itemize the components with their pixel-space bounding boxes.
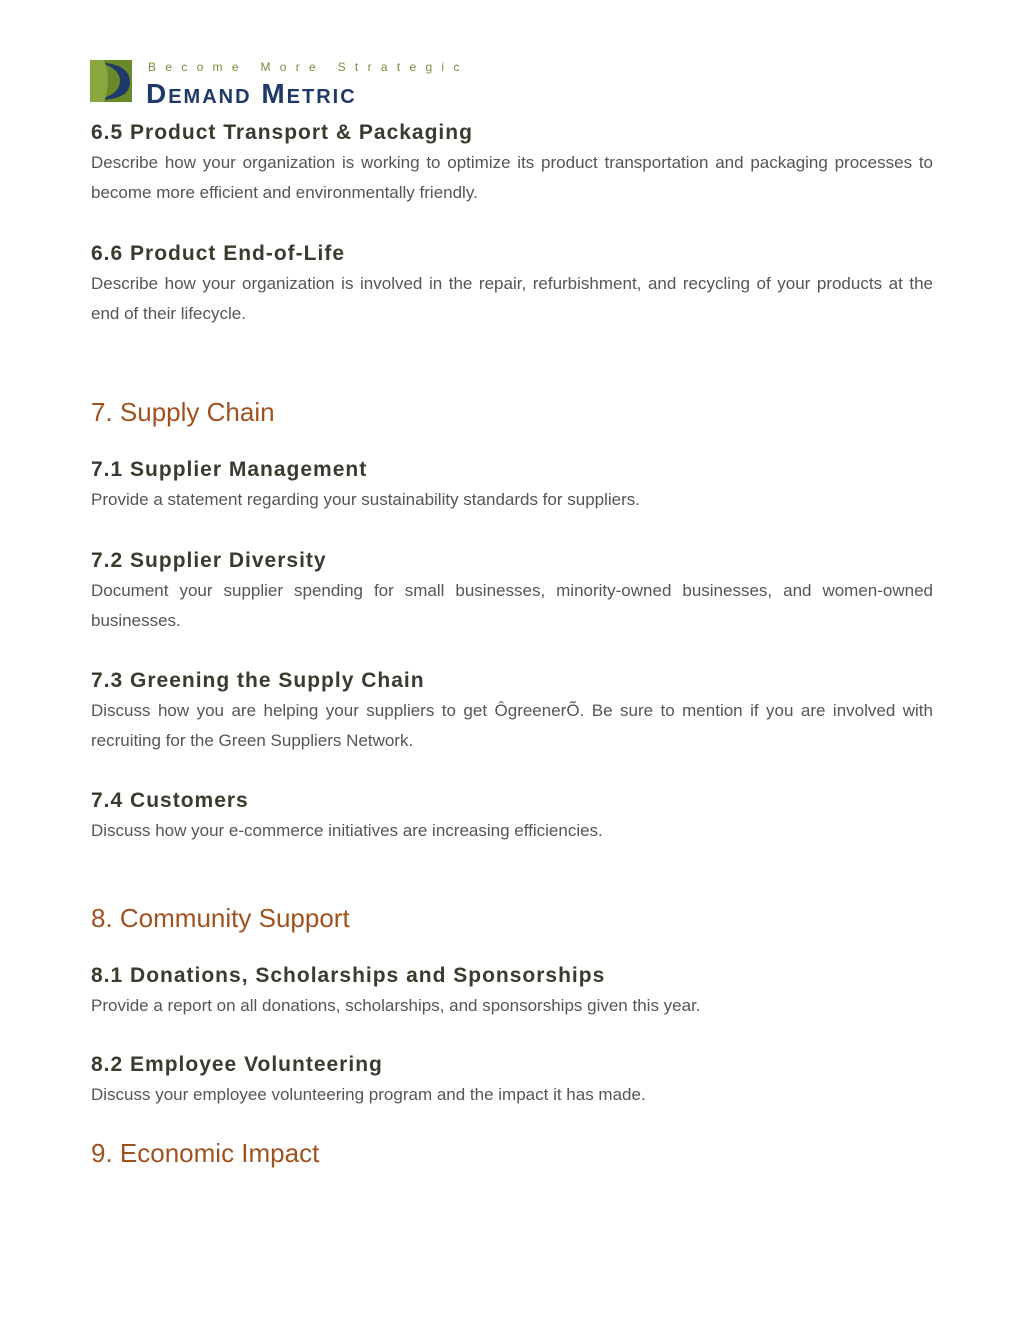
section-title-economic-impact: 9. Economic Impact <box>91 1138 320 1168</box>
subsection-8-2 <box>91 1050 933 1110</box>
demand-metric-logo-icon <box>90 60 132 102</box>
subsection-text: Discuss how your e-commerce initiatives are increasing efficiencies. <box>91 821 603 840</box>
subsection-title: 6.5 Product Transport & Packaging <box>91 121 473 144</box>
subsection-title: 8.2 Employee Volunteering <box>91 1053 383 1076</box>
subsection-text: Describe how your organization is involved in the repair, refurbishment, and recycling of your products at the end of their lifecycle. <box>91 274 933 323</box>
subsection-6-6 <box>91 239 933 329</box>
logo <box>90 58 490 109</box>
subsection-text: Describe how your organization is working to optimize its product transportation and packaging processes to become more efficient and environmentally friendly. <box>91 153 933 202</box>
subsection-7-4 <box>91 786 933 846</box>
subsection-title: 8.1 Donations, Scholarships and Sponsorships <box>91 964 606 987</box>
subsection-text: Discuss your employee volunteering program and the impact it has made. <box>91 1085 646 1104</box>
subsection-7-1 <box>91 455 933 515</box>
subsection-text: Document your supplier spending for small businesses, minority-owned businesses, and women-owned businesses. <box>91 581 933 630</box>
subsection-text: Discuss how you are helping your suppliers to get ÔgreenerÕ. Be sure to mention if you are involved with recruiting for the Green Suppliers Network. <box>91 701 933 750</box>
subsection-title: 7.4 Customers <box>91 789 249 812</box>
subsection-text: Provide a statement regarding your sustainability standards for suppliers. <box>91 490 641 509</box>
subsection-6-5 <box>91 118 933 208</box>
subsection-title: 7.2 Supplier Diversity <box>91 549 327 572</box>
subsection-title: 7.3 Greening the Supply Chain <box>91 669 425 692</box>
subsection-7-2 <box>91 546 933 636</box>
subsection-title: 7.1 Supplier Management <box>91 458 368 481</box>
logo-brand-name: Demand Metric <box>146 78 357 109</box>
logo-tagline: Become More Strategic <box>148 60 469 74</box>
section-title-supply-chain: 7. Supply Chain <box>91 397 275 427</box>
section-title-community-support: 8. Community Support <box>91 903 350 933</box>
subsection-text: Provide a report on all donations, scholarships, and sponsorships given this year. <box>91 996 701 1015</box>
subsection-8-1 <box>91 961 933 1021</box>
document-body <box>91 118 933 1170</box>
subsection-title: 6.6 Product End-of-Life <box>91 242 345 265</box>
subsection-7-3 <box>91 666 933 756</box>
